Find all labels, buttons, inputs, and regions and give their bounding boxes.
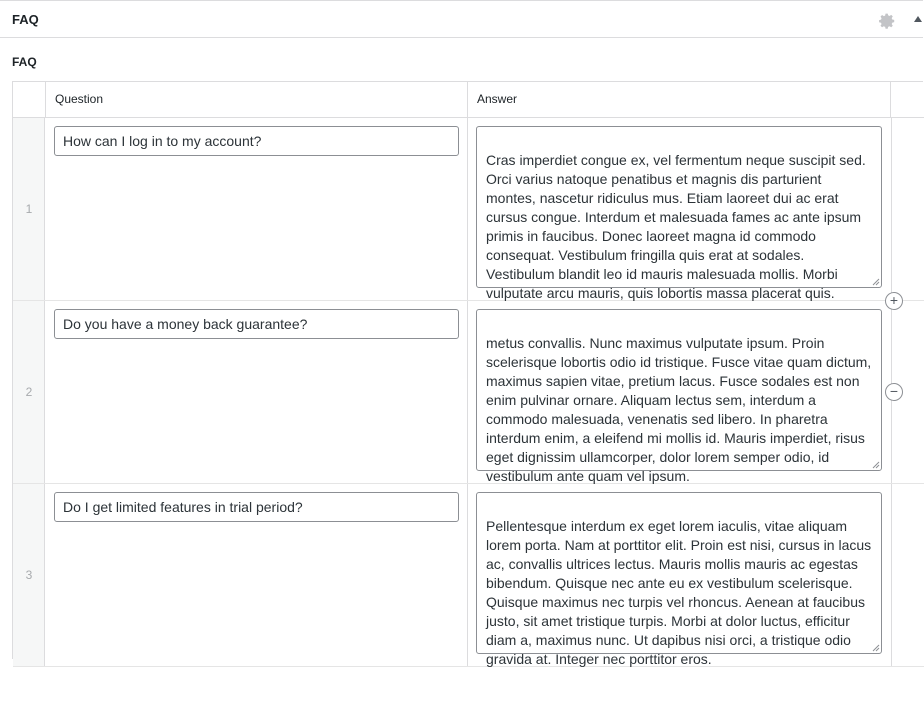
row-number: 2	[25, 385, 33, 399]
resize-handle-icon[interactable]	[872, 644, 880, 652]
answer-textarea[interactable]	[476, 492, 882, 667]
panel-header	[0, 0, 923, 38]
table-row	[13, 118, 924, 301]
row-actions	[891, 484, 924, 666]
answer-textarea[interactable]	[476, 126, 882, 301]
faq-repeater-table	[12, 81, 923, 667]
row-number: 3	[25, 568, 33, 582]
resize-handle-icon[interactable]	[872, 461, 880, 469]
faq-field-label: FAQ	[12, 55, 37, 69]
table-row	[13, 484, 924, 667]
answer-textarea[interactable]	[476, 309, 882, 484]
answer-text: Pellentesque interdum ex eget lorem iaculis, vitae aliquam lorem porta. Nam at porttitor elit. Proin est nisi, cursus in lacus ac, convallis ultrices lectus. Mauris mollis mauris ac egestas bibendum. Quisque nec ante eu ex vestibulum scelerisque. Quisque maximus nec turpis vel rhoncus. Aenean at faucibus justo, sit amet tristique turpis. Morbi at dolor luctus, efficitur diam a, maximus nunc. Ut dapibus nisi orci, a tristique odio gravida at. Integer nec porttitor eros.	[486, 518, 872, 667]
question-input[interactable]: Do I get limited features in trial period?	[54, 492, 459, 522]
row-drag-handle[interactable]	[13, 118, 45, 300]
row-actions	[891, 118, 924, 300]
resize-handle-icon[interactable]	[872, 278, 880, 286]
panel-title: FAQ	[12, 12, 39, 27]
add-row-button[interactable]: +	[885, 292, 903, 310]
table-row	[13, 301, 924, 484]
answer-text: metus convallis. Nunc maximus vulputate ipsum. Proin scelerisque lobortis odio id tristique. Fusce vitae quam dictum, maximus sapien vitae, pretium lacus. Fusce sodales est non enim pulvinar ornare. Aliquam lectus sem, interdum a commodo malesuada, venenatis sed libero. In pharetra interdum enim, a eleifend mi mollis id. Mauris imperdiet, risus eget dignissim ullamcorper, dolor lorem semper odio, id vestibulum ante quam vel ipsum.	[486, 335, 872, 484]
gear-icon[interactable]	[878, 12, 896, 30]
row-number: 1	[25, 202, 33, 216]
answer-text: Cras imperdiet congue ex, vel fermentum neque suscipit sed. Orci varius natoque penatibus et magnis dis parturient montes, nascetur ridiculus mus. Etiam laoreet dui ac erat cursus congue. Interdum et malesuada fames ac ante ipsum primis in faucibus. Donec laoreet magna id commodo consequat. Vestibulum fringilla quis erat at sodales. Vestibulum blandit leo id mauris malesuada mollis. Morbi vulputate arcu mauris, quis lobortis massa placerat quis.	[486, 152, 866, 301]
table-header	[13, 82, 924, 118]
question-input[interactable]: How can I log in to my account?	[54, 126, 459, 156]
row-drag-handle[interactable]	[13, 484, 45, 666]
question-input[interactable]: Do you have a money back guarantee?	[54, 309, 459, 339]
column-header-answer: Answer	[477, 92, 518, 106]
row-drag-handle[interactable]	[13, 301, 45, 483]
collapse-arrow-icon[interactable]	[913, 14, 923, 24]
column-header-question: Question	[55, 92, 104, 106]
remove-row-button[interactable]: −	[885, 383, 903, 401]
